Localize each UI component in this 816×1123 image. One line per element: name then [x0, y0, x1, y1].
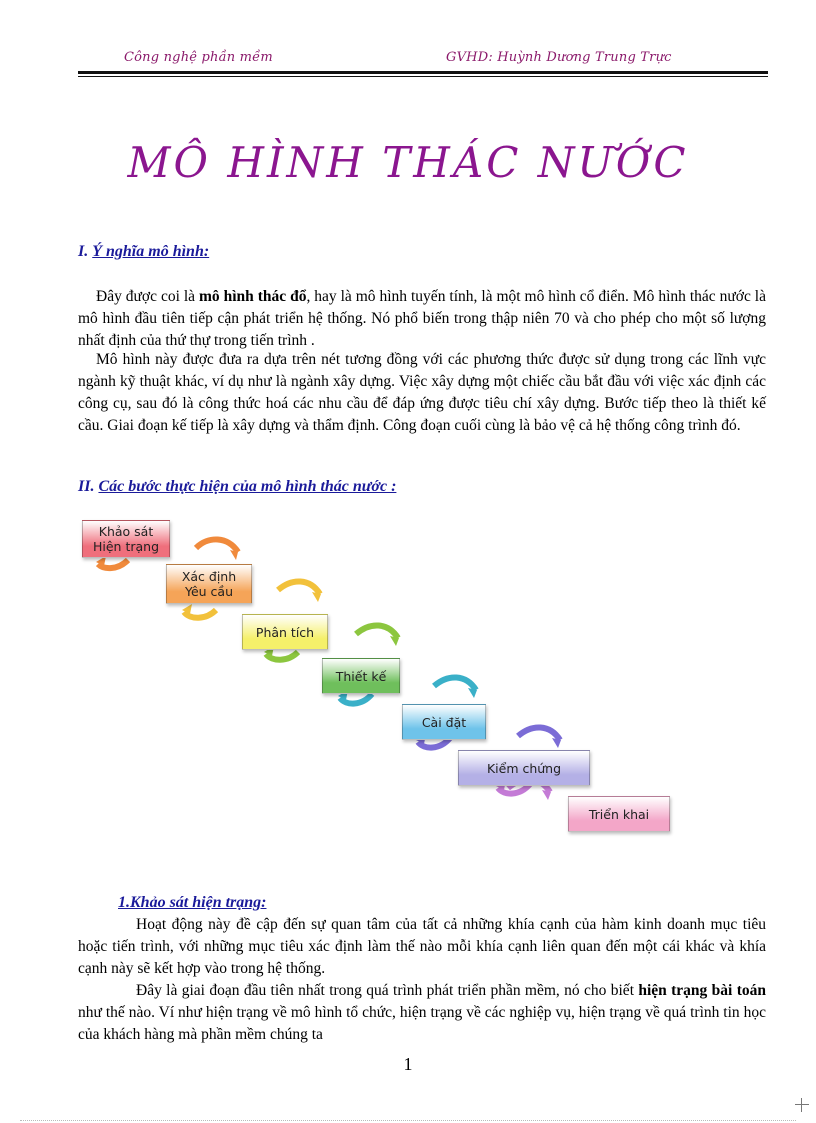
header-right: GVHD: Huỳnh Dương Trung Trực [446, 50, 672, 65]
header-divider [78, 71, 768, 74]
document-title: MÔ HÌNH THÁC NƯỚC [127, 138, 689, 187]
sub-p2-text-b: như thế nào. Ví như hiện trạng về mô hình tổ chức, hiện trạng về các nghiệp vụ, hiện trạng về quá trình tin học của khách hàng mà phần mềm chúng ta [78, 1004, 766, 1043]
step-cai-dat [402, 704, 486, 740]
header-left: Công nghệ phần mềm [124, 50, 273, 65]
step-kiem-chung [458, 750, 590, 786]
subsection1-paragraph-2 [78, 980, 766, 1046]
section2-number: II. [78, 478, 95, 495]
crop-mark-icon [795, 1098, 809, 1112]
forward-arrow-1 [196, 539, 238, 552]
step-2-line1: Xác định [181, 569, 237, 584]
p1-text-b: , hay là mô hình tuyến tính, là một mô hình cổ điển. Mô hình thác nước là mô hình đầu tiên tiếp cận phát triển hệ thống. Nó phổ biến trong thập niên 70 và cho phép cho một số lượng nhất định của thứ thự trong tiến trình . [78, 288, 766, 349]
page-number: 1 [403, 1054, 413, 1074]
waterfall-diagram [78, 512, 678, 842]
step-thiet-ke [322, 658, 400, 694]
step-khao-sat [82, 520, 170, 558]
sub-p2-bold: hiện trạng bài toán [638, 982, 766, 999]
forward-arrow-4 [434, 677, 476, 690]
forward-arrow-2 [278, 581, 320, 594]
subsection1-title: 1.Khảo sát hiện trạng: [118, 894, 267, 911]
step-xac-dinh [166, 564, 252, 604]
step-1-line1: Khảo sát [98, 524, 154, 539]
section2-title: Các bước thực hiện của mô hình thác nước : [98, 478, 397, 495]
step-6-label: Kiểm chứng [486, 760, 562, 776]
section1-heading [78, 243, 209, 261]
footer-divider [20, 1120, 796, 1121]
p1-bold: mô hình thác đổ [198, 288, 307, 305]
step-trien-khai [568, 796, 670, 832]
header-divider-thin [78, 76, 768, 77]
section1-paragraph-2: Mô hình này được đưa ra dựa trên nét tương đồng với các phương thức được sử dụng trong các lĩnh vực ngành kỹ thuật khác, ví dụ như là ngành xây dựng. Việc xây dựng một chiếc cầu bắt đầu với việc xác định các công cụ, sau đó là công thức hoá các nhu cầu để đáp ứng được tiêu chí xây dựng. Bước tiếp theo là thiết kế cầu. Giai đoạn kế tiếp là xây dựng và thẩm định. Công đoạn cuối cùng là bảo vệ cả hệ thống công trình đó. [78, 351, 766, 434]
section1-title: Ý nghĩa mô hình: [92, 243, 210, 260]
p1-text-a: Đây được coi là [96, 288, 199, 305]
step-5-label: Cài đặt [421, 714, 467, 730]
step-3-label: Phân tích [255, 624, 315, 640]
step-7-label: Triển khai [588, 806, 650, 822]
sub-p2-text-a: Đây là giai đoạn đầu tiên nhất trong quá trình phát triển phần mềm, nó cho biết [136, 982, 639, 999]
step-2-line2: Yêu cầu [184, 584, 233, 599]
step-phan-tich [242, 614, 328, 650]
section1-paragraph-1 [78, 286, 766, 352]
section2-heading [78, 478, 396, 496]
section1-number: I. [78, 243, 89, 260]
subsection1-heading [118, 894, 266, 912]
subsection1-paragraph-1: Hoạt động này đề cập đến sự quan tâm của tất cả những khía cạnh của hàm kinh doanh mục tiêu hoặc tiến trình, với những mục tiêu xác định làm thế nào mỗi khía cạnh liên quan đến một cái khác và khía cạnh này sẽ kết hợp vào trong hệ thống. [78, 916, 766, 977]
step-1-line2: Hiện trạng [92, 539, 159, 554]
forward-arrow-3 [356, 625, 398, 638]
forward-arrow-5 [518, 727, 560, 740]
step-4-label: Thiết kế [335, 668, 387, 684]
